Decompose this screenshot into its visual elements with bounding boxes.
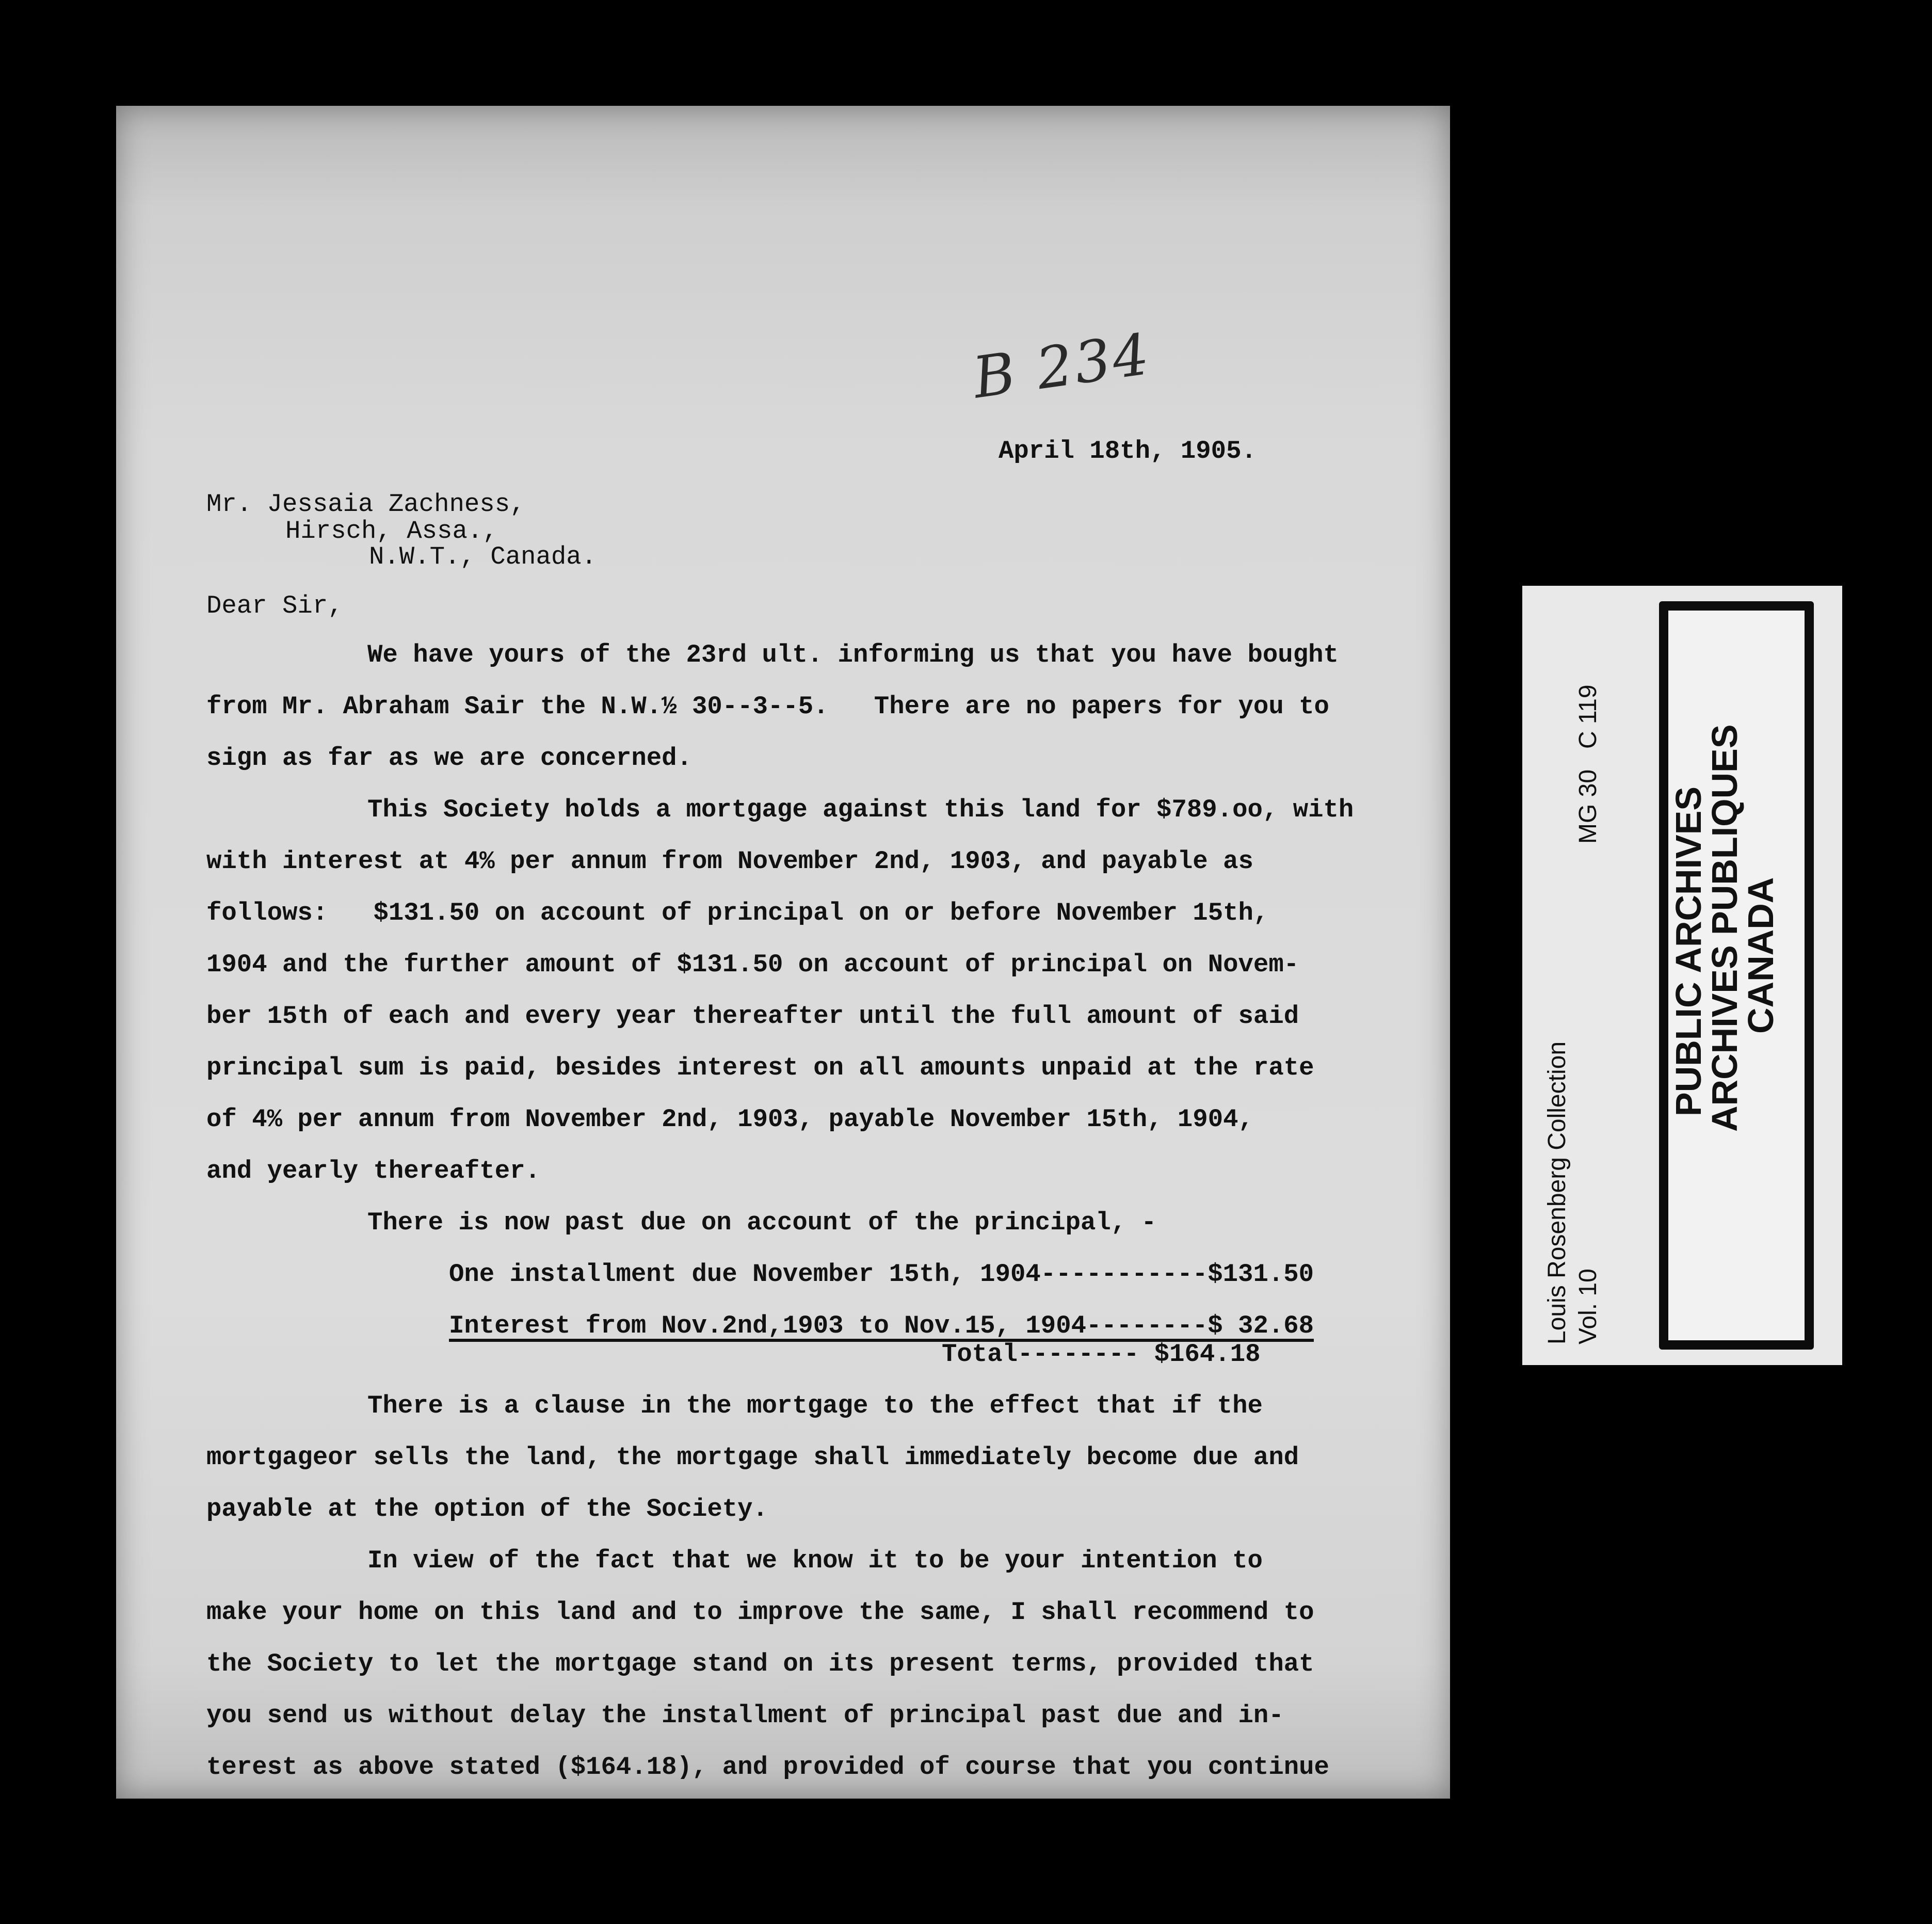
total-line: Total-------- $164.18 [942, 1340, 1261, 1369]
collection-volume: Vol. 10 [1574, 1269, 1602, 1344]
recipient-address-line-2: N.W.T., Canada. [369, 542, 597, 571]
body-line: you send us without delay the installment of principal past due and in- [206, 1701, 1284, 1730]
body-line: and yearly thereafter. [206, 1157, 540, 1185]
archive-label [1522, 586, 1842, 1365]
body-line: We have yours of the 23rd ult. informing us that you have bought [367, 640, 1339, 669]
body-line: ber 15th of each and every year thereafter until the full amount of said [206, 1002, 1299, 1031]
institution-french: ARCHIVES PUBLIQUES [1704, 724, 1745, 1132]
letter-date: April 18th, 1905. [999, 437, 1257, 466]
recipient-name: Mr. Jessaia Zachness, [206, 490, 525, 519]
installment-line: One installment due November 15th, 1904-----------$131.50 [449, 1260, 1314, 1289]
handwritten-file-number: B 234 [969, 320, 1155, 411]
body-line: There is a clause in the mortgage to the effect that if the [367, 1391, 1263, 1420]
body-line: the Society to let the mortgage stand on its present terms, provided that [206, 1649, 1314, 1678]
body-line: of 4% per annum from November 2nd, 1903, payable November 15th, 1904, [206, 1105, 1253, 1134]
body-line: In view of the fact that we know it to be your intention to [367, 1546, 1263, 1575]
body-line: from Mr. Abraham Sair the N.W.½ 30--3--5. There are no papers for you to [206, 692, 1329, 721]
letter-page [116, 106, 1450, 1799]
body-line: This Society holds a mortgage against this land for $789.oo, with [367, 795, 1354, 824]
institution-english: PUBLIC ARCHIVES [1668, 786, 1709, 1116]
collection-reference: MG 30 C 119 [1574, 684, 1602, 844]
body-line: sign as far as we are concerned. [206, 744, 692, 773]
body-line: 1904 and the further amount of $131.50 on account of principal on Novem- [206, 950, 1299, 979]
body-line: make your home on this land and to improve the same, I shall recommend to [206, 1598, 1314, 1627]
body-line: principal sum is paid, besides interest on all amounts unpaid at the rate [206, 1053, 1314, 1082]
body-line: with interest at 4% per annum from November 2nd, 1903, and payable as [206, 847, 1253, 876]
body-line: payable at the option of the Society. [206, 1495, 768, 1524]
body-line: terest as above stated ($164.18), and provided of course that you continue [206, 1753, 1329, 1782]
body-line: mortgageor sells the land, the mortgage shall immediately become due and [206, 1443, 1299, 1472]
salutation: Dear Sir, [206, 591, 343, 620]
collection-name: Louis Rosenberg Collection [1543, 1041, 1571, 1344]
interest-line: Interest from Nov.2nd,1903 to Nov.15, 1904--------$ 32.68 [449, 1313, 1314, 1342]
recipient-address-line-1: Hirsch, Assa., [285, 517, 498, 546]
archives-stamp [1659, 601, 1814, 1350]
body-line: There is now past due on account of the principal, - [367, 1208, 1157, 1237]
body-line: follows: $131.50 on account of principal on or before November 15th, [206, 899, 1269, 927]
institution-country: CANADA [1741, 877, 1781, 1034]
